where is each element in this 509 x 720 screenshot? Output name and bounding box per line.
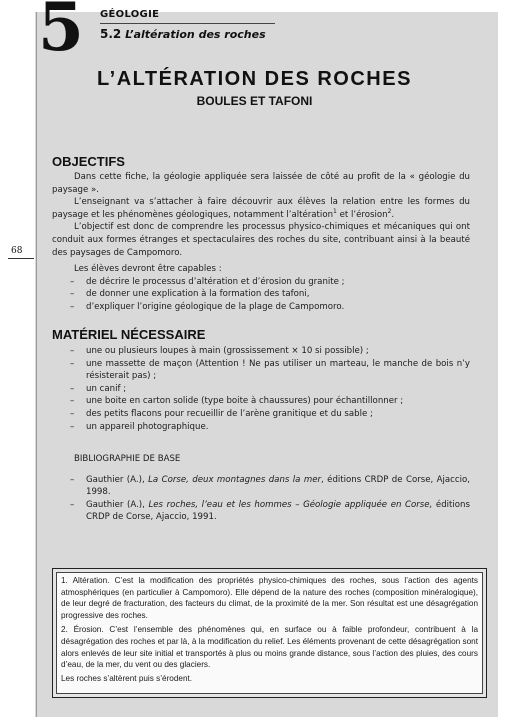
biblio-author: Gauthier (A.), bbox=[86, 499, 149, 510]
text-span: et l’érosion bbox=[336, 209, 388, 220]
biblio-title: La Corse, deux montagnes dans la mer bbox=[148, 474, 322, 485]
page-title: L’ALTÉRATION DES ROCHES bbox=[97, 68, 412, 90]
objectifs-paragraph bbox=[52, 196, 470, 221]
list-item-text: de donner une explication à la formation des tafoni, bbox=[86, 289, 310, 300]
text-span: . bbox=[391, 209, 395, 220]
list-item: – une ou plusieurs loupes à main (grossissement × 10 si possible) ; bbox=[70, 346, 369, 356]
subsection-number: 5.2 bbox=[100, 27, 122, 41]
objectifs-list bbox=[52, 276, 470, 314]
text-span: L’enseignant va s’attacher à faire découvrir aux élèves la relation entre les formes du paysage et les phénomènes géologiques, notamment l’altération bbox=[52, 197, 470, 220]
materiel-heading: MATÉRIEL NÉCESSAIRE bbox=[52, 327, 206, 342]
footnote-ref: 2 bbox=[387, 207, 392, 215]
objectifs-paragraph: L’objectif est donc de comprendre les processus physico-chimiques et mécaniques qui ont conduit aux formes étranges et spectaculaires des roches du site, contribuant ainsi à la beauté des paysages de Campomoro. bbox=[52, 222, 470, 258]
bibliographie-heading: BIBLIOGRAPHIE DE BASE bbox=[74, 454, 181, 464]
biblio-author: Gauthier (A.), bbox=[86, 474, 149, 485]
list-item-text: une ou plusieurs loupes à main (grossissement × 10 si possible) ; bbox=[86, 346, 369, 356]
list-item: – de décrire le processus d’altération et d’érosion du granite ; bbox=[70, 276, 345, 287]
objectifs-paragraph: Les élèves devront être capables : bbox=[74, 264, 222, 275]
list-item-text: une boite en carton solide (type boite à chaussures) pour échantillonner ; bbox=[86, 396, 404, 407]
bibliographie-block bbox=[52, 453, 470, 524]
subsection-label: L’altération des roches bbox=[125, 28, 266, 41]
objectifs-body bbox=[52, 171, 470, 314]
margin-line bbox=[36, 12, 37, 717]
section-title: GÉOLOGIE bbox=[100, 9, 160, 20]
list-item-text: d’expliquer l’origine géologique de la plage de Campomoro. bbox=[86, 301, 345, 312]
list-item: – de donner une explication à la formation des tafoni, bbox=[70, 289, 310, 300]
list-item-text: de décrire le processus d’altération et d’érosion du granite ; bbox=[86, 276, 345, 287]
footnote-alteration: 1. Altération. C’est la modification des propriétés physico-chimiques des roches, sous l’action des agents atmosphériques (en particulier à Campomoro). Elle dépend de la nature des roches (composition minéralogique), de leur degré de fracturation, des facteurs du climat, de la proximité de la mer. Son résultat est une désagrégation progressive des roches. bbox=[61, 576, 478, 620]
section-rule bbox=[100, 23, 275, 24]
list-item: – d’expliquer l’origine géologique de la plage de Campomoro. bbox=[70, 301, 345, 312]
biblio-publisher: éditions CRDP de Corse, Ajaccio, 1991. bbox=[86, 499, 470, 523]
footnote-ref: 1 bbox=[333, 207, 337, 215]
list-item-text: un appareil photographique. bbox=[86, 421, 209, 432]
footnotes-box bbox=[52, 568, 487, 698]
biblio-entry: – Gauthier (A.), La Corse, deux montagnes dans la mer, éditions CRDP de Corse, Ajaccio, 1998. bbox=[70, 474, 470, 498]
biblio-entry: – Gauthier (A.), Les roches, l’eau et les hommes – Géologie appliquée en Corse, éditions CRDP de Corse, Ajaccio, 1991. bbox=[70, 499, 470, 523]
chapter-number: 5 bbox=[38, 0, 82, 66]
list-item: – une massette de maçon (Attention ! Ne pas utiliser un marteau, le manche de bois n’y résisterait pas) ; bbox=[70, 358, 470, 382]
list-item: – un appareil photographique. bbox=[70, 421, 209, 432]
objectifs-paragraph: Dans cette fiche, la géologie appliquée sera laissée de côté au profit de la « géologie du paysage ». bbox=[52, 172, 470, 195]
objectifs-heading: OBJECTIFS bbox=[52, 154, 125, 169]
footnotes bbox=[61, 575, 478, 684]
list-item-text: un canif ; bbox=[86, 383, 127, 394]
biblio-title: Les roches, l’eau et les hommes – Géologie appliquée en Corse, bbox=[148, 499, 433, 510]
list-item: – une boite en carton solide (type boite à chaussures) pour échantillonner ; bbox=[70, 396, 404, 407]
footnote-erosion: 2. Érosion. C’est l’ensemble des phénomènes qui, en surface ou à faible profondeur, contribuent à la désagrégation des roches et par là, à la modification du relief. Les éléments provenant de cette désagrégation sont alors enlevés de leur site initial et transportés à plus ou moins grande distance, sous l’action des pluies, des cours d’eau, de la mer, du vent ou des glaciers. bbox=[61, 625, 478, 670]
list-item-text: une massette de maçon (Attention ! Ne pas utiliser un marteau, le manche de bois n’y résisterait pas) ; bbox=[86, 358, 470, 382]
bibliographie-list bbox=[52, 474, 470, 524]
page-number-rule bbox=[8, 258, 34, 259]
footnote-summary: Les roches s’altèrent puis s’érodent. bbox=[61, 673, 193, 683]
materiel-body bbox=[52, 345, 470, 433]
subsection-title bbox=[100, 27, 266, 41]
list-item: – des petits flacons pour recueillir de l’arène granitique et du sable ; bbox=[70, 408, 373, 419]
page-subtitle: BOULES ET TAFONI bbox=[196, 94, 313, 108]
list-item: – un canif ; bbox=[70, 383, 127, 394]
list-item-text: des petits flacons pour recueillir de l’arène granitique et du sable ; bbox=[86, 408, 373, 419]
materiel-list bbox=[52, 345, 470, 433]
page-number: 68 bbox=[11, 246, 23, 256]
biblio-publisher: , éditions CRDP de Corse, Ajaccio, 1998. bbox=[86, 474, 470, 498]
